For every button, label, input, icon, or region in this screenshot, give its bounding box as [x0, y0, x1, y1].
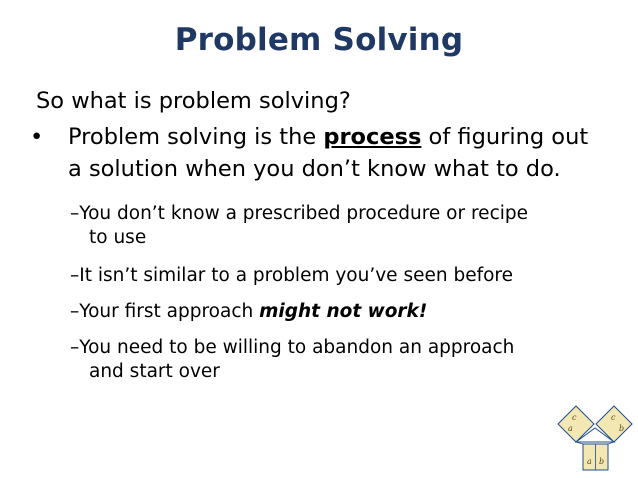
sub-item-not-similar [70, 264, 610, 288]
sub-item-dash: – [70, 337, 80, 358]
logo-letter-right-outer: c [611, 413, 616, 422]
pythagorean-theorem-icon [556, 400, 634, 474]
sub-item-first-approach [70, 300, 610, 324]
process-emphasis: process [323, 124, 422, 150]
main-bullet-line-1 [68, 121, 628, 153]
logo-letter-left-inner: a [568, 424, 573, 433]
main-bullet-text [68, 121, 628, 185]
sub-item-text: You need to be willing to abandon an approach [79, 337, 515, 358]
sub-item-text-continued: and start over [89, 361, 220, 382]
sub-item-dash: – [70, 301, 80, 322]
sub-item-text: Your first approach [79, 301, 260, 322]
sub-item-text-continued: to use [89, 227, 147, 248]
sub-item-abandon-approach [70, 336, 610, 384]
intro-question: So what is problem solving? [36, 88, 351, 114]
sub-item-dash: – [70, 203, 80, 224]
logo-letter-bottom-right: b [599, 457, 605, 466]
bullet-marker: • [30, 124, 44, 150]
sub-item-text: It isn’t similar to a problem you’ve seen before [79, 265, 513, 286]
logo-letter-left-outer: c [572, 413, 577, 422]
sub-item-prescribed-procedure [70, 202, 610, 250]
main-bullet-line-2: a solution when you don’t know what to do. [68, 156, 561, 182]
main-bullet-text-before: Problem solving is the [68, 124, 324, 150]
sub-item-text: You don’t know a prescribed procedure or recipe [79, 203, 529, 224]
slide-title: Problem Solving [174, 22, 464, 58]
logo-letter-right-inner: b [619, 424, 625, 433]
logo-letter-bottom-left: a [587, 457, 592, 466]
sub-item-dash: – [70, 265, 80, 286]
might-not-work-emphasis: might not work! [259, 301, 428, 322]
main-bullet-text-after: of figuring out [421, 124, 589, 150]
